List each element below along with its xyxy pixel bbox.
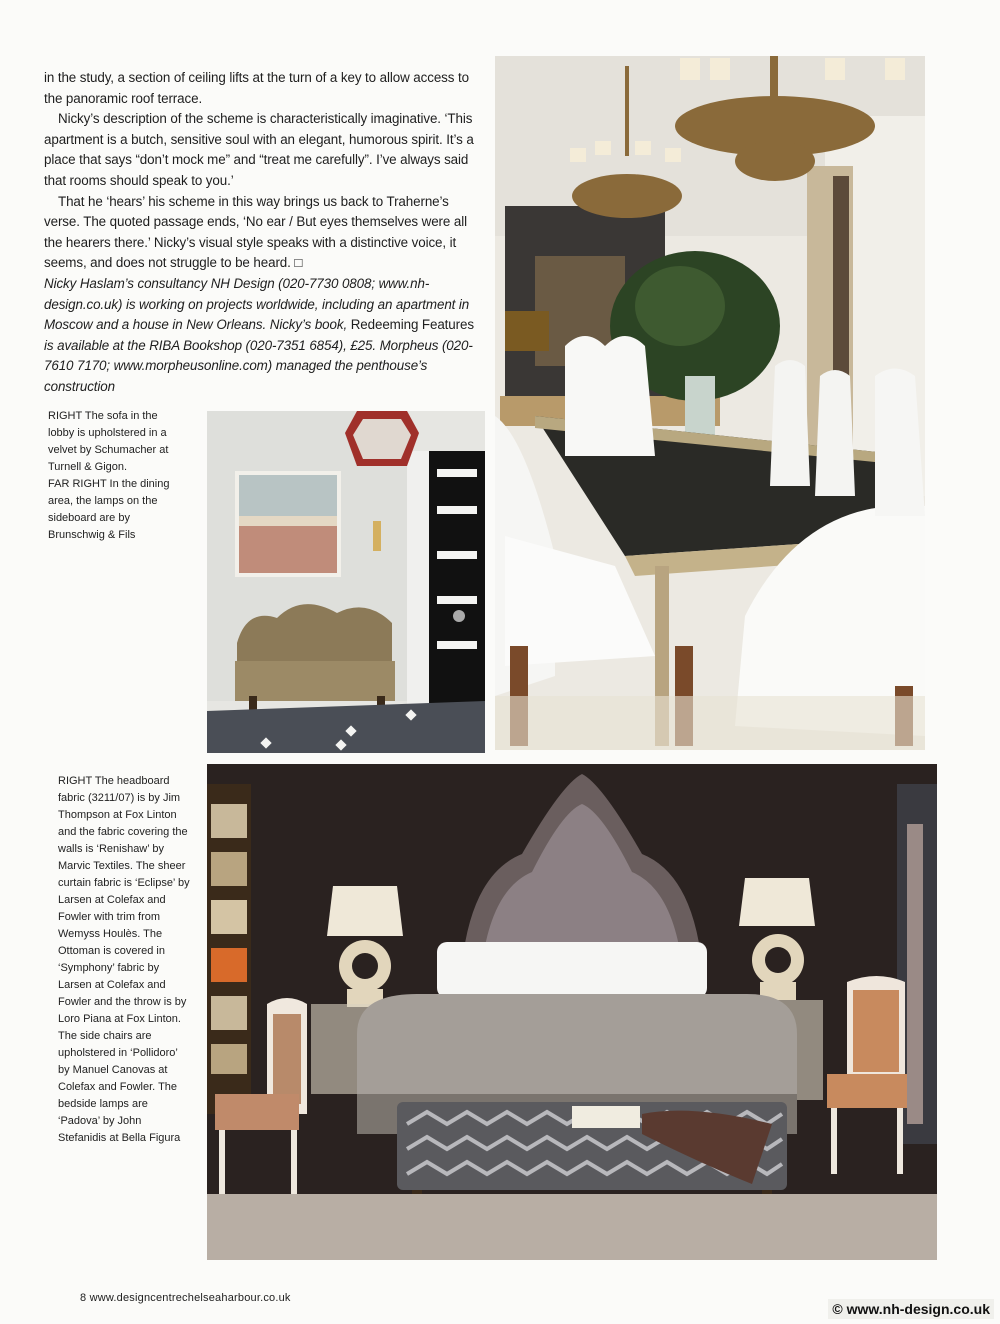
book-title: Redeeming Features xyxy=(350,317,474,333)
caption-lobby xyxy=(48,408,178,544)
article-body xyxy=(44,68,484,398)
caption-text-bedroom: The headboard fabric (3211/07) is by Jim Thompson at Fox Linton and the fabric covering the walls is ‘Renishaw’ by Marvic Textiles. The sheer curtain fabric is ‘Eclipse’ by Larsen at Colefax and Fowler with trim from Wemyss Houlès. The Ottoman is covered in ‘Symphony’ fabric by Larsen at Colefax and Fowler and the throw is by Loro Piana at Fox Linton. The side chairs are upholstered in ‘Pollidoro’ by Manuel Canovas at Colefax and Fowler. The bedside lamps are ‘Padova’ by John Stefanidis at Bella Figura xyxy=(58,775,190,1144)
dining-room-photo xyxy=(495,56,925,750)
caption-text-far-right: In the dining area, the lamps on the sideboard are by Brunschwig & Fils xyxy=(48,478,170,541)
bedroom-photo xyxy=(207,764,937,1260)
caption-tag-far-right: FAR RIGHT xyxy=(48,478,107,490)
credit-note xyxy=(44,274,484,398)
copyright-watermark: © www.nh-design.co.uk xyxy=(828,1299,994,1319)
caption-tag-bedroom: RIGHT xyxy=(58,775,93,787)
credit-part-2: is available at the RIBA Bookshop (020-7351 6854), £25. Morpheus (020-7610 7170; www.morpheusonline.com) managed the penthouse’s construction xyxy=(44,337,473,394)
footer-url: www.designcentrechelseaharbour.co.uk xyxy=(89,1292,291,1304)
credit-part-1: Nicky Haslam’s consultancy NH Design (020-7730 0808; www.nh-design.co.uk) is working on projects worldwide, including an apartment in Moscow and a house in New Orleans. Nicky’s book, xyxy=(44,275,470,333)
caption-text-right: The sofa in the lobby is upholstered in a velvet by Schumacher at Turnell & Gigon. xyxy=(48,410,169,473)
page-footer xyxy=(80,1292,291,1304)
paragraph-3: That he ‘hears’ his scheme in this way brings us back to Traherne’s verse. The quoted passage ends, ‘No ear / But eyes themselves were all the hearers there.’ Nicky’s visual style speaks with a distinctive voice, it seems, and does not struggle to be heard. □ xyxy=(44,193,467,271)
paragraph-1: in the study, a section of ceiling lifts at the turn of a key to allow access to the panoramic roof terrace. xyxy=(44,70,469,106)
page-number: 8 xyxy=(80,1292,87,1304)
caption-tag-right: RIGHT xyxy=(48,410,83,422)
lobby-photo xyxy=(207,411,485,753)
caption-bedroom xyxy=(58,773,190,1147)
paragraph-2: Nicky’s description of the scheme is characteristically imaginative. ‘This apartment is a butch, sensitive soul with an elegant, humorous spirit. It’s a place that says “don’t mock me” and “treat me carefully”. I’ve always said that rooms should speak to you.’ xyxy=(44,111,474,188)
